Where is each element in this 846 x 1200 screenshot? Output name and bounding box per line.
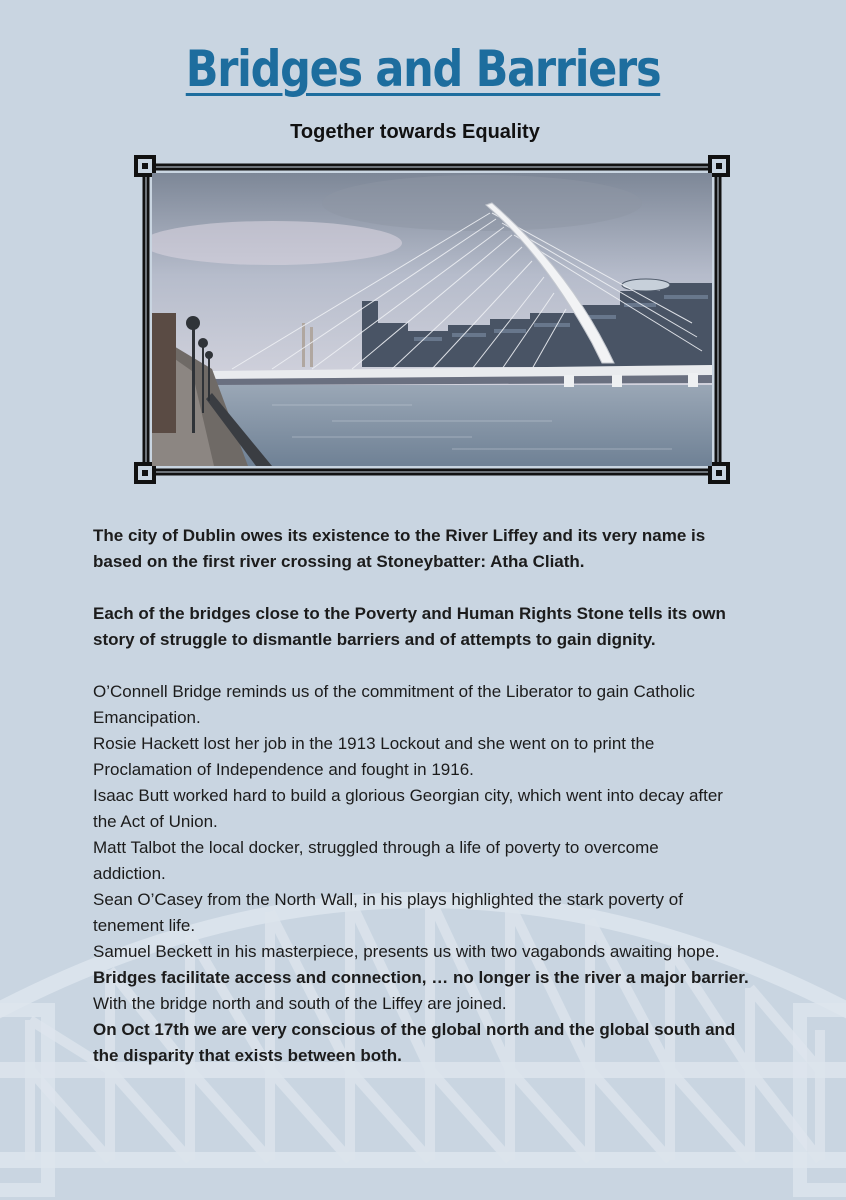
body-line: O’Connell Bridge reminds us of the commitment of the Liberator to gain Catholic: [93, 682, 695, 701]
body-line: Emancipation.: [93, 708, 201, 727]
intro-line: Each of the bridges close to the Poverty and Human Rights Stone tells its own: [93, 604, 726, 623]
bridge-photo: [152, 173, 712, 466]
page-subtitle: Together towards Equality: [290, 121, 540, 143]
body-line-emphasis: the disparity that exists between both.: [93, 1046, 402, 1065]
intro-line: based on the first river crossing at Stoneybatter: Atha Cliath.: [93, 552, 585, 571]
body-line: Samuel Beckett in his masterpiece, presents us with two vagabonds awaiting hope.: [93, 942, 720, 961]
intro-line: The city of Dublin owes its existence to the River Liffey and its very name is: [93, 526, 706, 545]
body-line: Rosie Hackett lost her job in the 1913 Lockout and she went on to print the: [93, 734, 655, 753]
body-text: [93, 523, 793, 1069]
body-line: the Act of Union.: [93, 812, 218, 831]
body-line: tenement life.: [93, 916, 196, 935]
samuel-beckett-bridge-photo-icon: [152, 173, 712, 466]
body-line: addiction.: [93, 864, 166, 883]
intro-line: story of struggle to dismantle barriers and of attempts to gain dignity.: [93, 630, 656, 649]
page-title: Bridges and Barriers: [185, 40, 661, 98]
body-line: Sean O’Casey from the North Wall, in his plays highlighted the stark poverty of: [93, 890, 683, 909]
body-line: Matt Talbot the local docker, struggled through a life of poverty to overcome: [93, 838, 659, 857]
body-line: With the bridge north and south of the Liffey are joined.: [93, 994, 507, 1013]
body-line: Isaac Butt worked hard to build a glorious Georgian city, which went into decay after: [93, 786, 723, 805]
body-line-emphasis: Bridges facilitate access and connection, … no longer is the river a major barrier.: [93, 968, 749, 987]
photo-frame: [134, 155, 730, 484]
body-line: Proclamation of Independence and fought in 1916.: [93, 760, 474, 779]
body-line-emphasis: On Oct 17th we are very conscious of the global north and the global south and: [93, 1020, 736, 1039]
